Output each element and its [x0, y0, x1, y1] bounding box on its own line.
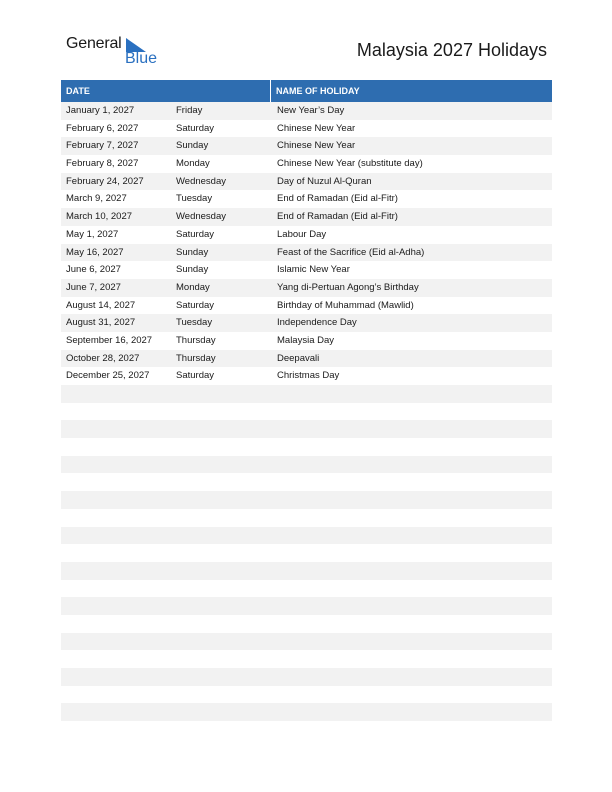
cell-holiday-name	[271, 686, 552, 704]
cell-date: February 24, 2027	[66, 175, 144, 187]
cell-date	[61, 527, 171, 545]
cell-holiday-name: Labour Day	[277, 228, 327, 240]
cell-date	[61, 721, 171, 739]
holiday-table	[61, 80, 552, 739]
cell-holiday-name	[271, 544, 552, 562]
table-row	[61, 367, 552, 385]
cell-date: October 28, 2027	[66, 352, 140, 364]
cell-date	[61, 420, 171, 438]
cell-date: June 6, 2027	[66, 264, 121, 276]
cell-date	[61, 562, 171, 580]
cell-weekday	[171, 473, 271, 491]
cell-holiday-name	[271, 473, 552, 491]
cell-date: June 7, 2027	[66, 281, 121, 293]
cell-holiday-name	[271, 650, 552, 668]
cell-holiday-name	[271, 721, 552, 739]
cell-date: December 25, 2027	[66, 370, 150, 382]
table-row	[61, 456, 552, 474]
cell-date: March 9, 2027	[66, 193, 127, 205]
table-row	[61, 137, 552, 155]
cell-weekday	[171, 650, 271, 668]
table-row	[61, 261, 552, 279]
cell-holiday-name: Islamic New Year	[277, 264, 350, 276]
table-row	[61, 279, 552, 297]
cell-weekday: Thursday	[176, 334, 216, 346]
cell-holiday-name	[271, 403, 552, 421]
cell-date	[61, 403, 171, 421]
table-row	[61, 615, 552, 633]
cell-weekday: Wednesday	[176, 175, 226, 187]
cell-weekday	[171, 721, 271, 739]
cell-holiday-name: Chinese New Year	[277, 140, 356, 152]
cell-weekday: Monday	[176, 281, 210, 293]
cell-holiday-name	[271, 438, 552, 456]
header-date: DATE	[66, 86, 90, 96]
table-row	[61, 580, 552, 598]
cell-holiday-name	[271, 668, 552, 686]
cell-date: September 16, 2027	[66, 334, 153, 346]
cell-weekday	[171, 597, 271, 615]
cell-holiday-name: End of Ramadan (Eid al-Fitr)	[277, 193, 398, 205]
cell-holiday-name: New Year’s Day	[277, 105, 345, 116]
cell-holiday-name: Deepavali	[277, 352, 320, 364]
cell-holiday-name	[271, 615, 552, 633]
table-row	[61, 403, 552, 421]
cell-date	[61, 597, 171, 615]
cell-date	[61, 633, 171, 651]
cell-weekday: Saturday	[176, 228, 215, 240]
table-body	[61, 102, 552, 739]
cell-date	[61, 509, 171, 527]
general-blue-logo	[66, 34, 156, 70]
table-row	[61, 155, 552, 173]
table-row	[61, 527, 552, 545]
table-row	[61, 208, 552, 226]
table-row	[61, 509, 552, 527]
cell-date	[61, 686, 171, 704]
cell-weekday	[171, 615, 271, 633]
cell-date	[61, 703, 171, 721]
table-header	[61, 80, 552, 102]
table-row	[61, 633, 552, 651]
cell-weekday	[171, 509, 271, 527]
cell-weekday	[171, 420, 271, 438]
table-row	[61, 297, 552, 315]
cell-holiday-name: Chinese New Year	[277, 122, 356, 134]
cell-holiday-name	[271, 597, 552, 615]
cell-date: February 7, 2027	[66, 140, 139, 152]
cell-weekday	[171, 527, 271, 545]
table-row	[61, 350, 552, 368]
cell-weekday: Monday	[176, 158, 210, 170]
table-row	[61, 544, 552, 562]
cell-weekday: Thursday	[176, 352, 216, 364]
table-row	[61, 597, 552, 615]
cell-date	[61, 456, 171, 474]
cell-holiday-name	[271, 562, 552, 580]
cell-weekday: Saturday	[176, 122, 215, 134]
cell-weekday	[171, 385, 271, 403]
cell-weekday: Sunday	[176, 264, 209, 276]
cell-weekday	[171, 544, 271, 562]
cell-holiday-name	[271, 633, 552, 651]
header-holiday-name: NAME OF HOLIDAY	[276, 86, 360, 96]
cell-weekday: Saturday	[176, 370, 215, 382]
cell-date	[61, 580, 171, 598]
cell-date	[61, 438, 171, 456]
table-row	[61, 420, 552, 438]
cell-weekday	[171, 580, 271, 598]
table-row	[61, 473, 552, 491]
table-row	[61, 650, 552, 668]
cell-date	[61, 544, 171, 562]
cell-weekday	[171, 686, 271, 704]
cell-date: January 1, 2027	[66, 105, 135, 116]
cell-date: February 6, 2027	[66, 122, 139, 134]
cell-weekday	[171, 668, 271, 686]
cell-holiday-name: Independence Day	[277, 317, 357, 329]
cell-weekday	[171, 703, 271, 721]
cell-holiday-name: Malaysia Day	[277, 334, 335, 346]
cell-holiday-name	[271, 456, 552, 474]
cell-weekday: Tuesday	[176, 193, 213, 205]
table-row	[61, 190, 552, 208]
cell-date	[61, 668, 171, 686]
logo-text-general: General	[66, 35, 122, 52]
cell-holiday-name	[271, 580, 552, 598]
cell-date: August 31, 2027	[66, 317, 136, 329]
table-row	[61, 332, 552, 350]
table-row	[61, 438, 552, 456]
cell-date: March 10, 2027	[66, 211, 133, 223]
cell-weekday: Friday	[176, 105, 203, 116]
table-row	[61, 173, 552, 191]
table-row	[61, 562, 552, 580]
cell-date	[61, 615, 171, 633]
cell-date	[61, 491, 171, 509]
cell-holiday-name	[271, 509, 552, 527]
cell-holiday-name: Day of Nuzul Al-Quran	[277, 175, 372, 187]
table-row	[61, 244, 552, 262]
table-row	[61, 226, 552, 244]
table-row	[61, 385, 552, 403]
cell-holiday-name	[271, 527, 552, 545]
table-row	[61, 102, 552, 120]
cell-weekday: Saturday	[176, 299, 215, 311]
cell-date: August 14, 2027	[66, 299, 136, 311]
cell-holiday-name	[271, 491, 552, 509]
cell-weekday	[171, 456, 271, 474]
cell-weekday: Sunday	[176, 140, 209, 152]
table-row	[61, 120, 552, 138]
cell-weekday	[171, 633, 271, 651]
cell-holiday-name	[271, 420, 552, 438]
cell-holiday-name	[271, 703, 552, 721]
cell-holiday-name: Yang di-Pertuan Agong’s Birthday	[277, 281, 419, 293]
cell-holiday-name	[271, 385, 552, 403]
cell-date	[61, 650, 171, 668]
cell-weekday	[171, 491, 271, 509]
cell-date: May 1, 2027	[66, 228, 119, 240]
cell-holiday-name: Christmas Day	[277, 370, 340, 382]
cell-holiday-name: End of Ramadan (Eid al-Fitr)	[277, 211, 398, 223]
cell-date: February 8, 2027	[66, 158, 139, 170]
cell-holiday-name: Birthday of Muhammad (Mawlid)	[277, 299, 414, 311]
cell-weekday: Tuesday	[176, 317, 213, 329]
page-title: Malaysia 2027 Holidays	[356, 40, 547, 60]
table-row	[61, 721, 552, 739]
cell-weekday	[171, 562, 271, 580]
table-row	[61, 703, 552, 721]
cell-weekday	[171, 403, 271, 421]
table-row	[61, 491, 552, 509]
cell-weekday: Sunday	[176, 246, 209, 258]
logo-text-blue: Blue	[125, 50, 158, 67]
cell-holiday-name: Feast of the Sacrifice (Eid al-Adha)	[277, 246, 425, 258]
table-row	[61, 686, 552, 704]
table-row	[61, 668, 552, 686]
cell-date	[61, 385, 171, 403]
cell-date: May 16, 2027	[66, 246, 124, 258]
table-row	[61, 314, 552, 332]
cell-weekday: Wednesday	[176, 211, 226, 223]
cell-weekday	[171, 438, 271, 456]
cell-holiday-name: Chinese New Year (substitute day)	[277, 158, 423, 170]
cell-date	[61, 473, 171, 491]
